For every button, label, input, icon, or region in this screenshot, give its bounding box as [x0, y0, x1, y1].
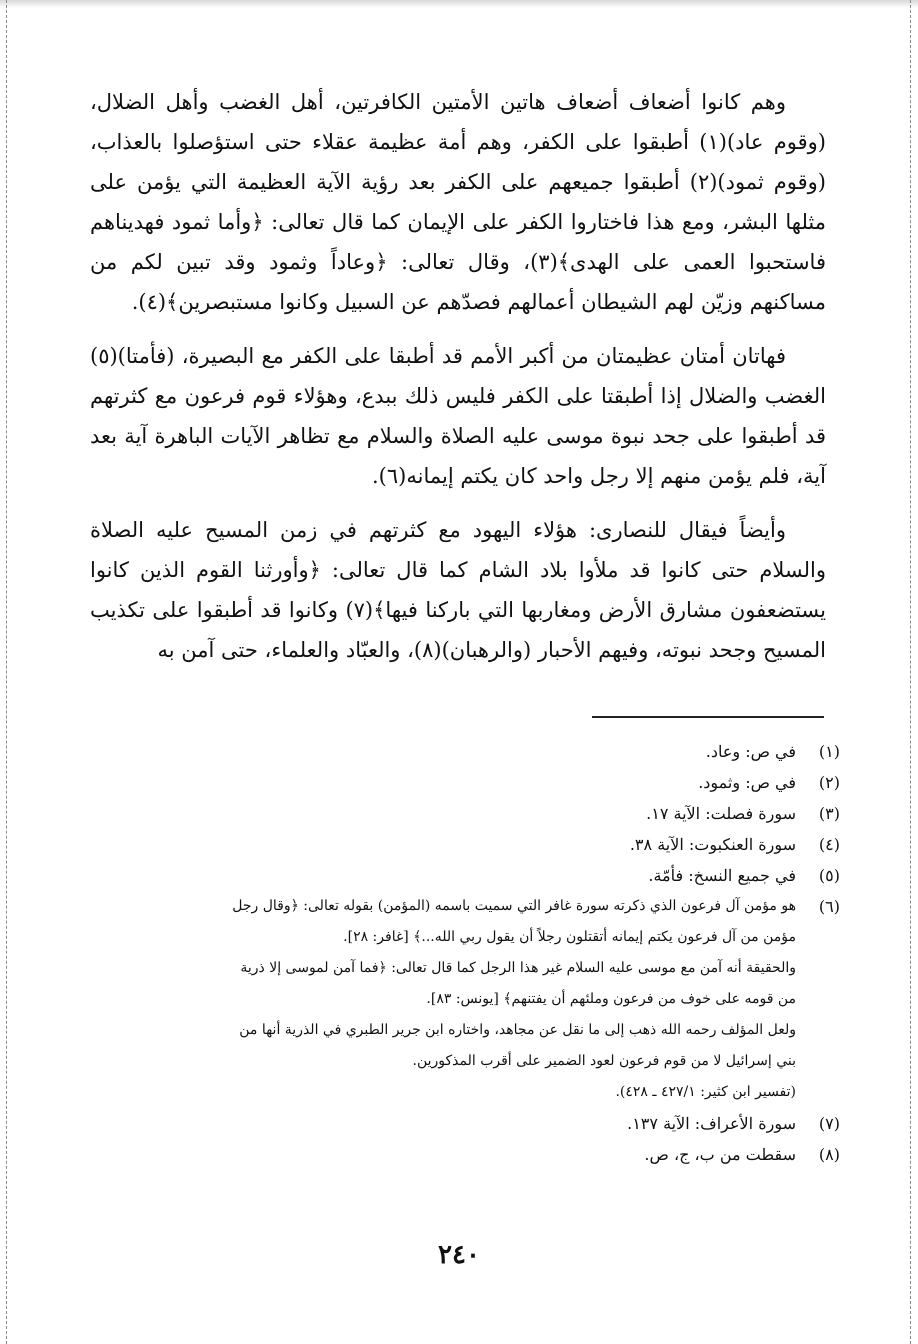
paragraph-3: وأيضاً فيقال للنصارى: هؤلاء اليهود مع كثرتهم في زمن المسيح عليه الصلاة والسلام حتى كانوا قد ملأوا بلاد الشام كما قال تعالى: ﴿وأورثنا القوم الذين كانوا يستضعفون مشارق الأرض ومغاربها التي باركنا فيها﴾(٧) وكانوا قد أطبقوا على تكذيب المسيح وجحد نبوته، وفيهم الأحبار (والرهبان)(٨)، والعبّاد والعلماء، حتى آمن به: [90, 518, 826, 662]
footnote-text: سورة فصلت: الآية ١٧.: [646, 804, 796, 823]
footnote-text: سقطت من ب، ج، ص.: [644, 1145, 796, 1164]
footnote: [98, 798, 840, 829]
footnote-text: ولعل المؤلف رحمه الله ذهب إلى ما نقل عن مجاهد، واختاره ابن جرير الطبري في الذرية أنها من: [239, 1022, 796, 1038]
footnote: [98, 1108, 840, 1139]
footnote: [98, 829, 840, 860]
footnote-text: في جميع النسخ: فأمّة.: [648, 866, 796, 885]
footnote: [98, 736, 840, 767]
left-page-edge: [6, 0, 7, 1344]
paragraph-2: فهاتان أمتان عظيمتان من أكبر الأمم قد أطبقا على الكفر مع البصيرة، (فأمتا)(٥) الغضب والضلال إذا أطبقتا على الكفر فليس ذلك ببدع، وهؤلاء قوم فرعون مع كثرتهم قد أطبقوا على جحد نبوة موسى عليه الصلاة والسلام مع تظاهر الآيات الباهرة آية بعد آية، فلم يؤمن منهم إلا رجل واحد كان يكتم إيمانه(٦).: [90, 344, 826, 488]
footnote-text: في ص: وثمود.: [698, 773, 796, 792]
footnote-number: (٣): [818, 804, 840, 823]
footnote-text: هو مؤمن آل فرعون الذي ذكرته سورة غافر التي سميت باسمه (المؤمن) بقوله تعالى: ﴿وقال رجل: [232, 898, 796, 914]
footnote-separator: [592, 716, 824, 718]
footnote-number: (٨): [818, 1145, 840, 1164]
footnote-text: والحقيقة أنه آمن مع موسى عليه السلام غير هذا الرجل كما قال تعالى: ﴿فما آمن لموسى إلا ذرية: [240, 960, 796, 976]
footnote-number: (٥): [818, 866, 840, 885]
footnote-text: مؤمن من آل فرعون يكتم إيمانه أتقتلون رجلاً أن يقول ربي الله...﴾ [غافر: ٢٨].: [343, 929, 796, 945]
footnote-text: سورة العنكبوت: الآية ٣٨.: [629, 835, 796, 854]
footnote: [98, 767, 840, 798]
right-page-edge: [910, 0, 911, 1344]
footnote-text: بني إسرائيل لا من قوم فرعون لعود الضمير على أقرب المذكورين.: [412, 1053, 796, 1069]
footnote-number: (٦): [818, 897, 840, 916]
paragraph-1: وهم كانوا أضعاف أضعاف هاتين الأمتين الكافرتين، أهل الغضب وأهل الضلال، (وقوم عاد)(١) أطبقوا على الكفر، وهم أمة عظيمة عقلاء حتى استؤصلوا بالعذاب، (وقوم ثمود)(٢) أطبقوا جميعهم على الكفر بعد رؤية الآية العظيمة التي يؤمن على مثلها البشر، ومع هذا فاختاروا الكفر على الإيمان كما قال تعالى: ﴿وأما ثمود فهديناهم فاستحبوا العمى على الهدى﴾(٣)، وقال تعالى: ﴿وعاداً وثمود وقد تبين لكم من مساكنهم وزيّن لهم الشيطان أعمالهم فصدّهم عن السبيل وكانوا مستبصرين﴾(٤).: [90, 90, 826, 314]
footnote-number: (٢): [818, 773, 840, 792]
footnote: [98, 860, 840, 891]
scan-border: [0, 0, 918, 8]
footnote-number: (٤): [818, 835, 840, 854]
footnotes: [98, 736, 840, 1170]
main-text: [90, 82, 826, 684]
footnote-text: في ص: وعاد.: [705, 742, 796, 761]
footnote-number: (٧): [818, 1114, 840, 1133]
footnote-text: سورة الأعراف: الآية ١٣٧.: [627, 1114, 796, 1133]
footnote: [98, 891, 840, 1108]
footnote-text: (تفسير ابن كثير: ٤٢٧/١ ـ ٤٢٨).: [615, 1084, 796, 1100]
footnote: [98, 1139, 840, 1170]
page-number: ٢٤٠: [438, 1240, 480, 1270]
footnote-number: (١): [818, 742, 840, 761]
footnote-text: من قومه على خوف من فرعون وملئهم أن يفتنهم﴾ [يونس: ٨٣].: [426, 991, 796, 1007]
